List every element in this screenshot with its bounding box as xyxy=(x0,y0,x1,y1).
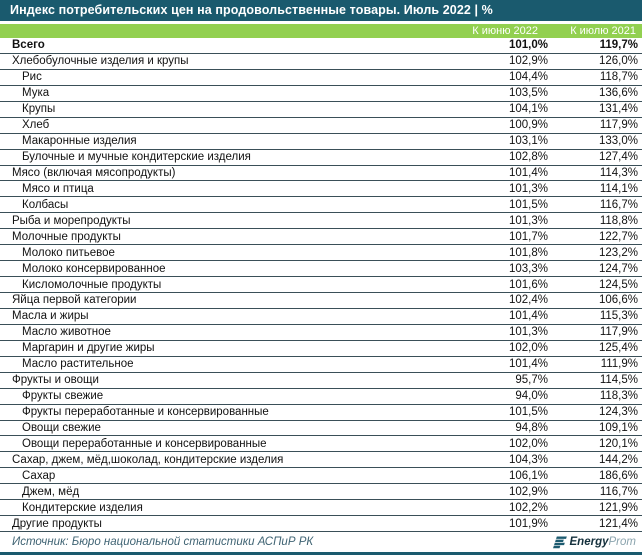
row-value-to-june-2022: 102,4% xyxy=(508,294,548,307)
row-label: Кисломолочные продукты xyxy=(22,278,162,291)
table-row xyxy=(0,436,642,452)
table-row xyxy=(0,405,642,421)
row-label: Другие продукты xyxy=(12,517,102,530)
row-value-to-june-2022: 102,9% xyxy=(508,485,548,498)
row-label: Рыба и морепродукты xyxy=(12,214,131,227)
cpi-table xyxy=(0,38,642,532)
table-row xyxy=(0,134,642,150)
table-row xyxy=(0,166,642,182)
row-value-to-june-2022: 104,3% xyxy=(508,453,548,466)
table-row xyxy=(0,484,642,500)
row-label: Фрукты и овощи xyxy=(12,374,99,387)
row-value-to-july-2021: 121,9% xyxy=(598,501,638,514)
row-label: Масла и жиры xyxy=(12,310,89,323)
row-label: Всего xyxy=(12,39,45,52)
row-value-to-july-2021: 136,6% xyxy=(598,87,638,100)
source-note: Источник: Бюро национальной статистики АСПиР РК xyxy=(12,536,314,548)
table-row xyxy=(0,500,642,516)
row-label: Булочные и мучные кондитерские изделия xyxy=(22,151,251,164)
row-value-to-july-2021: 124,5% xyxy=(598,278,638,291)
table-row xyxy=(0,197,642,213)
row-label: Молоко консервированное xyxy=(22,262,166,275)
row-value-to-june-2022: 106,1% xyxy=(508,469,548,482)
row-value-to-july-2021: 111,9% xyxy=(600,358,638,371)
row-label: Мясо (включая мясопродукты) xyxy=(12,166,176,179)
row-value-to-june-2022: 101,4% xyxy=(508,358,548,371)
row-label: Макаронные изделия xyxy=(22,135,137,148)
table-row xyxy=(0,229,642,245)
table-row xyxy=(0,293,642,309)
row-value-to-june-2022: 95,7% xyxy=(515,374,548,387)
row-value-to-july-2021: 115,3% xyxy=(599,310,638,323)
row-label: Джем, мёд xyxy=(22,485,80,498)
row-value-to-july-2021: 133,0% xyxy=(598,135,638,148)
row-label: Молочные продукты xyxy=(12,230,121,243)
row-label: Крупы xyxy=(22,103,56,116)
table-row xyxy=(0,357,642,373)
row-value-to-july-2021: 116,7% xyxy=(599,198,638,211)
row-label: Яйца первой категории xyxy=(12,294,137,307)
row-label: Колбасы xyxy=(22,198,69,211)
row-value-to-july-2021: 114,1% xyxy=(599,182,638,195)
table-row xyxy=(0,181,642,197)
title-bar xyxy=(0,0,642,21)
logo-text-energy: Energy xyxy=(569,536,609,548)
row-value-to-june-2022: 102,2% xyxy=(508,501,548,514)
row-value-to-july-2021: 114,3% xyxy=(599,166,638,179)
row-label: Мука xyxy=(22,87,50,100)
table-row xyxy=(0,325,642,341)
row-value-to-june-2022: 103,3% xyxy=(508,262,548,275)
column-header-to-june-2022: К июню 2022 xyxy=(472,25,538,37)
row-value-to-july-2021: 118,7% xyxy=(599,71,638,84)
row-value-to-july-2021: 121,4% xyxy=(598,517,638,530)
row-value-to-july-2021: 116,7% xyxy=(599,485,638,498)
row-value-to-june-2022: 101,9% xyxy=(508,517,548,530)
row-value-to-july-2021: 122,7% xyxy=(598,230,638,243)
row-value-to-july-2021: 118,8% xyxy=(599,214,638,227)
row-value-to-july-2021: 109,1% xyxy=(598,421,638,434)
row-label: Фрукты свежие xyxy=(22,390,104,403)
table-row xyxy=(0,341,642,357)
row-value-to-june-2022: 103,1% xyxy=(508,135,548,148)
table-row xyxy=(0,516,642,532)
row-value-to-july-2021: 144,2% xyxy=(598,453,638,466)
row-value-to-june-2022: 101,3% xyxy=(508,326,548,339)
row-value-to-june-2022: 101,8% xyxy=(508,246,548,259)
row-value-to-june-2022: 101,0% xyxy=(508,39,548,52)
table-row xyxy=(0,38,642,54)
row-value-to-june-2022: 102,0% xyxy=(508,342,548,355)
column-header-row xyxy=(0,24,642,38)
table-row xyxy=(0,277,642,293)
row-label: Масло растительное xyxy=(22,358,134,371)
row-value-to-june-2022: 101,7% xyxy=(508,230,548,243)
table-row xyxy=(0,245,642,261)
row-label: Овощи переработанные и консервированные xyxy=(22,437,267,450)
table-row xyxy=(0,118,642,134)
row-value-to-june-2022: 102,8% xyxy=(508,151,548,164)
table-row xyxy=(0,421,642,437)
row-label: Овощи свежие xyxy=(22,421,101,434)
row-value-to-june-2022: 94,0% xyxy=(515,390,548,403)
row-value-to-july-2021: 124,3% xyxy=(598,406,638,419)
row-value-to-july-2021: 131,4% xyxy=(598,103,638,116)
row-label: Кондитерские изделия xyxy=(22,501,143,514)
row-value-to-june-2022: 101,4% xyxy=(508,166,548,179)
row-value-to-july-2021: 119,7% xyxy=(599,39,638,52)
table-row xyxy=(0,70,642,86)
page-title: Индекс потребительских цен на продовольственные товары. Июль 2022 | % xyxy=(10,3,493,17)
energyprom-logo xyxy=(552,536,636,549)
row-value-to-june-2022: 104,4% xyxy=(508,71,548,84)
row-value-to-july-2021: 123,2% xyxy=(598,246,638,259)
row-value-to-july-2021: 120,1% xyxy=(598,437,638,450)
table-row xyxy=(0,468,642,484)
row-label: Сахар xyxy=(22,469,56,482)
row-value-to-july-2021: 126,0% xyxy=(598,55,638,68)
row-label: Хлеб xyxy=(22,119,50,132)
table-row xyxy=(0,150,642,166)
table-row xyxy=(0,452,642,468)
row-value-to-july-2021: 186,6% xyxy=(598,469,638,482)
row-value-to-july-2021: 118,3% xyxy=(599,390,638,403)
row-value-to-june-2022: 101,5% xyxy=(508,406,548,419)
column-header-category xyxy=(0,24,438,38)
energyprom-icon xyxy=(552,536,567,549)
table-row xyxy=(0,54,642,70)
row-value-to-june-2022: 102,9% xyxy=(508,55,548,68)
row-label: Фрукты переработанные и консервированные xyxy=(22,406,269,419)
column-header-to-july-2021: К июлю 2021 xyxy=(570,25,636,37)
row-value-to-june-2022: 104,1% xyxy=(508,103,548,116)
row-value-to-june-2022: 101,6% xyxy=(508,278,548,291)
row-value-to-june-2022: 103,5% xyxy=(508,87,548,100)
logo-text xyxy=(570,536,636,548)
row-value-to-july-2021: 106,6% xyxy=(598,294,638,307)
row-value-to-july-2021: 125,4% xyxy=(598,342,638,355)
row-label: Сахар, джем, мёд,шоколад, кондитерские изделия xyxy=(12,453,284,466)
row-label: Рис xyxy=(22,71,42,84)
row-value-to-june-2022: 102,0% xyxy=(508,437,548,450)
table-row xyxy=(0,102,642,118)
row-value-to-june-2022: 101,4% xyxy=(508,310,548,323)
table-row xyxy=(0,309,642,325)
row-value-to-july-2021: 117,9% xyxy=(599,119,638,132)
logo-text-prom: Prom xyxy=(608,536,636,548)
row-label: Маргарин и другие жиры xyxy=(22,342,155,355)
row-label: Масло животное xyxy=(22,326,111,339)
table-row xyxy=(0,261,642,277)
row-value-to-june-2022: 100,9% xyxy=(508,119,548,132)
row-value-to-july-2021: 114,5% xyxy=(599,374,638,387)
row-value-to-june-2022: 101,3% xyxy=(508,214,548,227)
row-label: Молоко питьевое xyxy=(22,246,115,259)
row-value-to-june-2022: 101,3% xyxy=(508,182,548,195)
row-value-to-june-2022: 94,8% xyxy=(515,421,548,434)
row-label: Хлебобулочные изделия и крупы xyxy=(12,55,189,68)
row-label: Мясо и птица xyxy=(22,182,94,195)
table-row xyxy=(0,213,642,229)
row-value-to-july-2021: 117,9% xyxy=(599,326,638,339)
row-value-to-july-2021: 127,4% xyxy=(598,151,638,164)
table-row xyxy=(0,373,642,389)
row-value-to-july-2021: 124,7% xyxy=(598,262,638,275)
row-value-to-june-2022: 101,5% xyxy=(508,198,548,211)
footer xyxy=(0,532,642,555)
table-row xyxy=(0,86,642,102)
table-row xyxy=(0,389,642,405)
